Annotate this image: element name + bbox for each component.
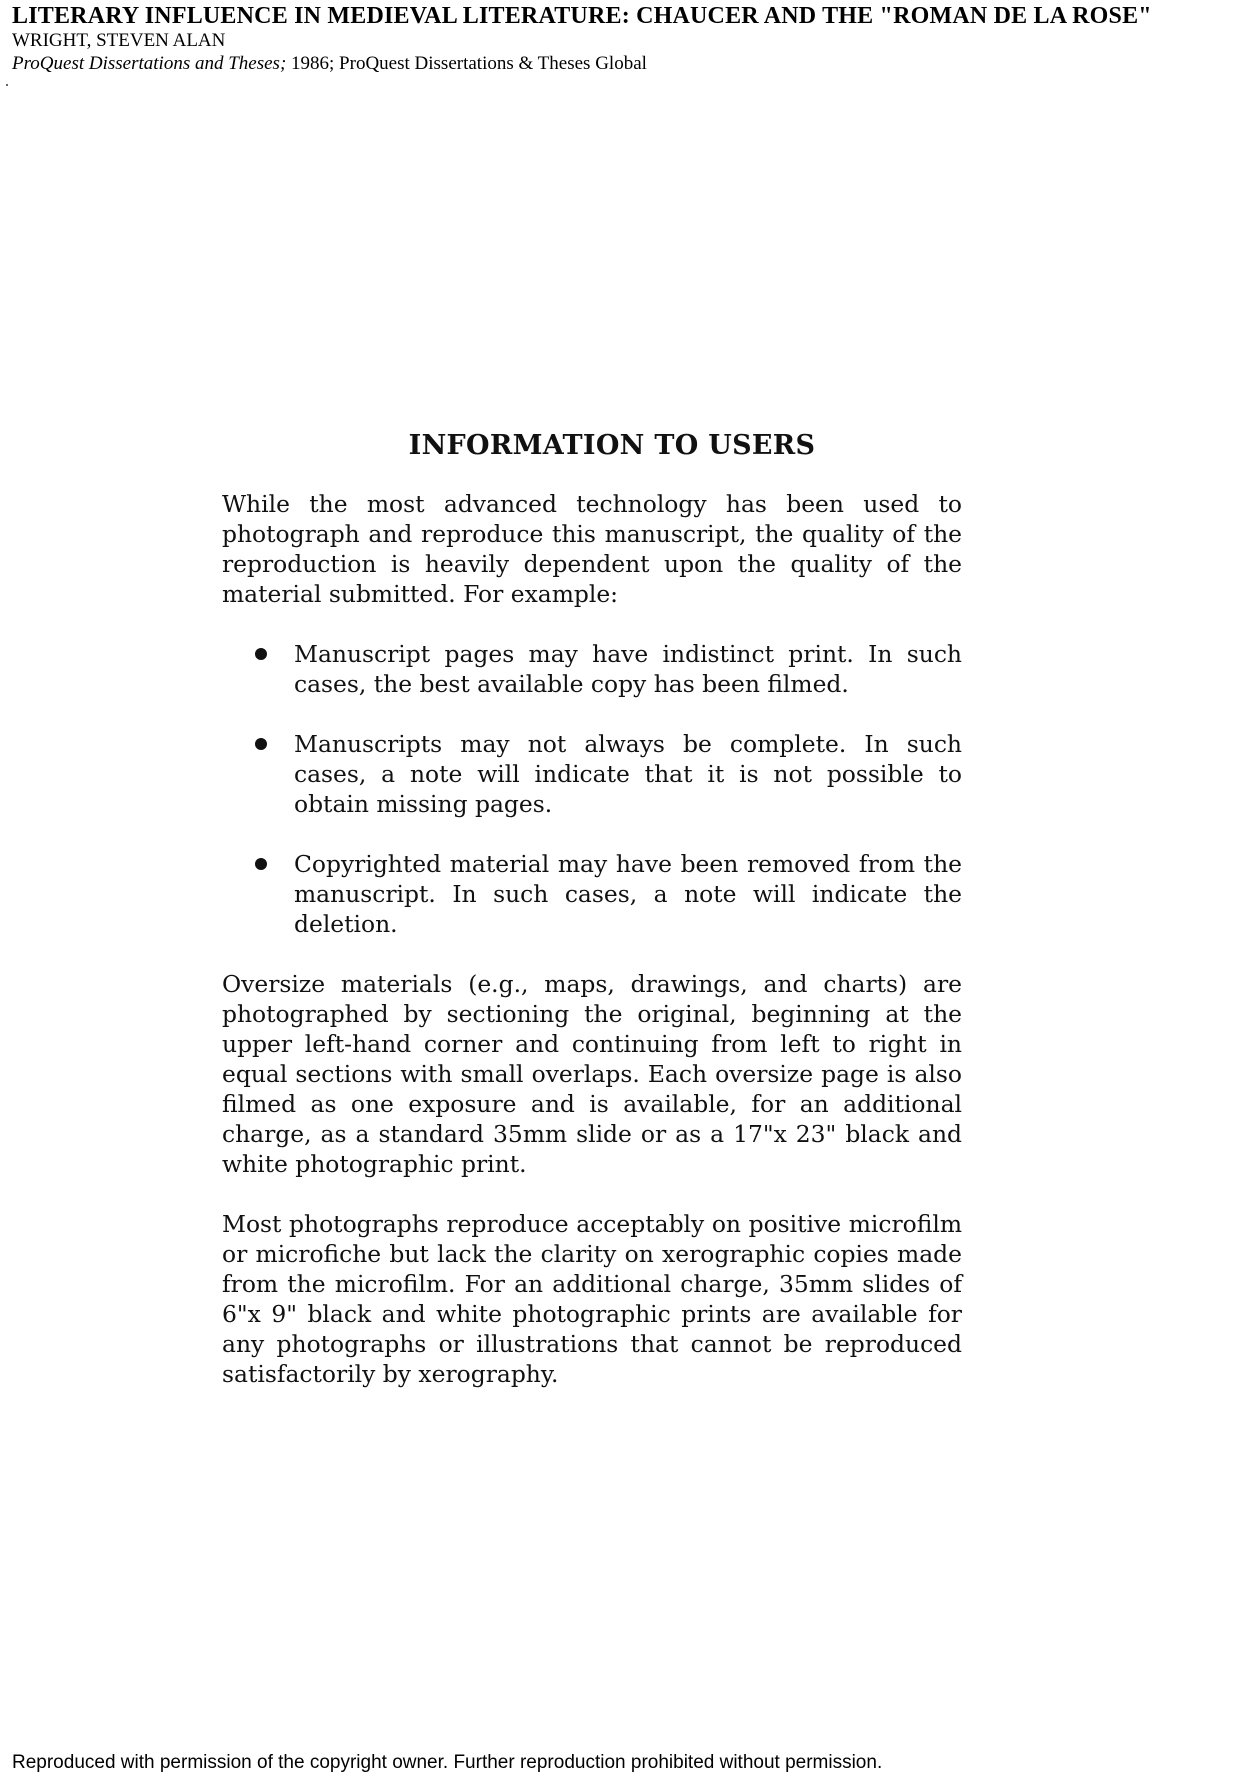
list-item	[222, 849, 962, 939]
bullet-text: Copyrighted material may have been removed from the manuscript. In such cases, a note will indicate the deletion.	[294, 850, 962, 938]
source-details: 1986; ProQuest Dissertations & Theses Global	[286, 53, 647, 74]
bullet-icon	[255, 648, 267, 660]
bullet-text: Manuscript pages may have indistinct print. In such cases, the best available copy has been filmed.	[294, 640, 962, 698]
document-source	[12, 54, 1237, 73]
list-item	[222, 729, 962, 819]
bullet-icon	[255, 738, 267, 750]
information-to-users-notice	[222, 430, 962, 1419]
source-journal: ProQuest Dissertations and Theses;	[12, 53, 287, 74]
scan-speck	[6, 84, 8, 86]
list-item	[222, 639, 962, 699]
copyright-footer: Reproduced with permission of the copyright owner. Further reproduction prohibited without permission.	[12, 1752, 883, 1773]
document-title: LITERARY INFLUENCE IN MEDIEVAL LITERATURE: CHAUCER AND THE "ROMAN DE LA ROSE"	[12, 3, 1152, 29]
document-header	[12, 4, 1237, 73]
notice-bullet-list	[222, 639, 962, 939]
oversize-materials-paragraph: Oversize materials (e.g., maps, drawings, and charts) are photographed by sectioning the original, beginning at the upper left-hand corner and continuing from left to right in equal sections with small overlaps. Each oversize page is also filmed as one exposure and is available, for an additional charge, as a standard 35mm slide or as a 17"x 23" black and white photographic print.	[222, 970, 962, 1178]
notice-title: INFORMATION TO USERS	[408, 430, 816, 461]
document-author: WRIGHT, STEVEN ALAN	[12, 30, 226, 51]
photographs-paragraph: Most photographs reproduce acceptably on positive microfilm or microfiche but lack the clarity on xerographic copies made from the microfilm. For an additional charge, 35mm slides of 6"x 9" black and white photographic prints are available for any photographs or illustrations that cannot be reproduced satisfactorily by xerography.	[222, 1210, 962, 1388]
notice-intro-paragraph: While the most advanced technology has been used to photograph and reproduce this manuscript, the quality of the reproduction is heavily dependent upon the quality of the material submitted. For example:	[222, 490, 962, 608]
bullet-text: Manuscripts may not always be complete. In such cases, a note will indicate that it is not possible to obtain missing pages.	[294, 730, 962, 818]
bullet-icon	[255, 858, 267, 870]
